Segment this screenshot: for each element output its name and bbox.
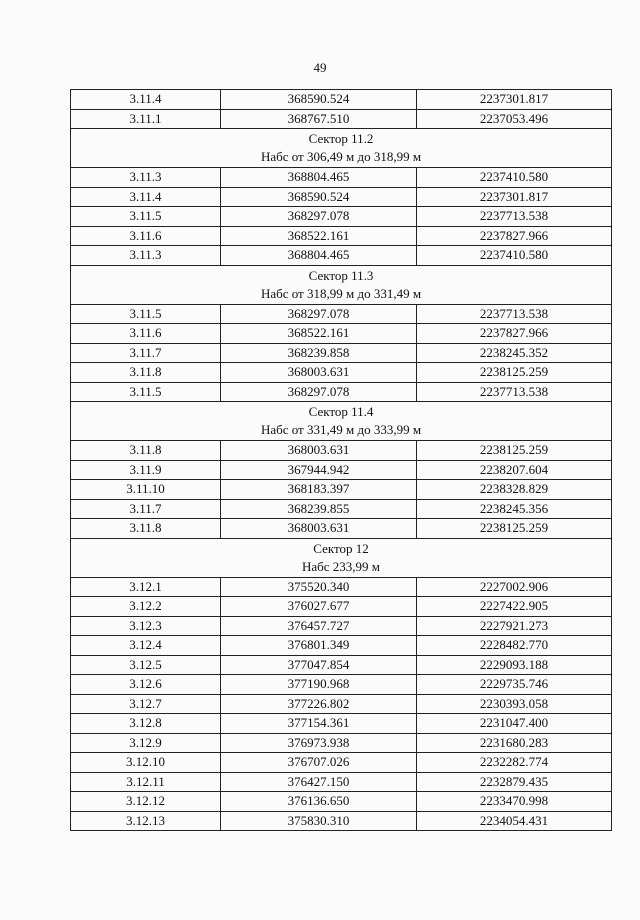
point-number-cell: 3.12.12 (71, 792, 221, 812)
table-row (71, 499, 612, 519)
sector-header-row (71, 402, 612, 441)
y-coordinate-cell: 2229735.746 (417, 675, 612, 695)
point-number-cell: 3.11.8 (71, 363, 221, 383)
point-number-cell: 3.12.5 (71, 655, 221, 675)
table-row (71, 675, 612, 695)
point-number-cell: 3.12.4 (71, 636, 221, 656)
table-row (71, 90, 612, 110)
x-coordinate-cell: 368804.465 (221, 168, 417, 188)
point-number-cell: 3.11.5 (71, 304, 221, 324)
point-number-cell: 3.11.3 (71, 168, 221, 188)
point-number-cell: 3.12.6 (71, 675, 221, 695)
y-coordinate-cell: 2231680.283 (417, 733, 612, 753)
table-row (71, 363, 612, 383)
y-coordinate-cell: 2238245.356 (417, 499, 612, 519)
x-coordinate-cell: 376707.026 (221, 753, 417, 773)
y-coordinate-cell: 2237713.538 (417, 382, 612, 402)
sector-header-cell (71, 265, 612, 304)
table-row (71, 733, 612, 753)
table-row (71, 324, 612, 344)
point-number-cell: 3.11.7 (71, 499, 221, 519)
coordinates-table-body (71, 90, 612, 831)
table-row (71, 519, 612, 539)
y-coordinate-cell: 2228482.770 (417, 636, 612, 656)
y-coordinate-cell: 2238245.352 (417, 343, 612, 363)
sector-header-cell (71, 402, 612, 441)
x-coordinate-cell: 368239.858 (221, 343, 417, 363)
y-coordinate-cell: 2232879.435 (417, 772, 612, 792)
x-coordinate-cell: 367944.942 (221, 460, 417, 480)
sector-title: Сектор 11.3 (308, 267, 374, 283)
x-coordinate-cell: 368522.161 (221, 324, 417, 344)
point-number-cell: 3.11.5 (71, 207, 221, 227)
y-coordinate-cell: 2227921.273 (417, 616, 612, 636)
y-coordinate-cell: 2227422.905 (417, 597, 612, 617)
x-coordinate-cell: 376427.150 (221, 772, 417, 792)
table-row (71, 460, 612, 480)
x-coordinate-cell: 368003.631 (221, 363, 417, 383)
point-number-cell: 3.12.10 (71, 753, 221, 773)
point-number-cell: 3.12.7 (71, 694, 221, 714)
x-coordinate-cell: 376973.938 (221, 733, 417, 753)
y-coordinate-cell: 2237713.538 (417, 304, 612, 324)
table-row (71, 207, 612, 227)
x-coordinate-cell: 376136.650 (221, 792, 417, 812)
table-row (71, 168, 612, 188)
coordinates-table (70, 89, 612, 831)
sector-header-row (71, 129, 612, 168)
point-number-cell: 3.12.3 (71, 616, 221, 636)
sector-header-row (71, 265, 612, 304)
x-coordinate-cell: 376457.727 (221, 616, 417, 636)
x-coordinate-cell: 368590.524 (221, 187, 417, 207)
x-coordinate-cell: 375520.340 (221, 577, 417, 597)
x-coordinate-cell: 368239.855 (221, 499, 417, 519)
table-row (71, 616, 612, 636)
table-row (71, 382, 612, 402)
x-coordinate-cell: 376027.677 (221, 597, 417, 617)
x-coordinate-cell: 368522.161 (221, 226, 417, 246)
x-coordinate-cell: 368003.631 (221, 519, 417, 539)
sector-height-range: Набс 233,99 м (301, 558, 381, 574)
point-number-cell: 3.11.8 (71, 519, 221, 539)
point-number-cell: 3.11.5 (71, 382, 221, 402)
y-coordinate-cell: 2237053.496 (417, 109, 612, 129)
point-number-cell: 3.12.2 (71, 597, 221, 617)
sector-title: Сектор 12 (313, 540, 369, 556)
sector-header-row (71, 538, 612, 577)
table-row (71, 480, 612, 500)
sector-height-range: Набс от 306,49 м до 318,99 м (260, 149, 422, 164)
y-coordinate-cell: 2237713.538 (417, 207, 612, 227)
x-coordinate-cell: 368297.078 (221, 304, 417, 324)
x-coordinate-cell: 375830.310 (221, 811, 417, 831)
y-coordinate-cell: 2227002.906 (417, 577, 612, 597)
page-number: 49 (313, 60, 327, 75)
x-coordinate-cell: 368590.524 (221, 90, 417, 110)
y-coordinate-cell: 2234054.431 (417, 811, 612, 831)
table-row (71, 772, 612, 792)
x-coordinate-cell: 377226.802 (221, 694, 417, 714)
table-row (71, 694, 612, 714)
point-number-cell: 3.11.6 (71, 324, 221, 344)
y-coordinate-cell: 2237827.966 (417, 226, 612, 246)
y-coordinate-cell: 2238328.829 (417, 480, 612, 500)
sector-height-range: Набс от 331,49 м до 333,99 м (260, 422, 422, 437)
point-number-cell: 3.12.11 (71, 772, 221, 792)
table-row (71, 304, 612, 324)
y-coordinate-cell: 2237301.817 (417, 187, 612, 207)
point-number-cell: 3.11.10 (71, 480, 221, 500)
y-coordinate-cell: 2232282.774 (417, 753, 612, 773)
table-row (71, 753, 612, 773)
point-number-cell: 3.11.9 (71, 460, 221, 480)
x-coordinate-cell: 376801.349 (221, 636, 417, 656)
x-coordinate-cell: 377190.968 (221, 675, 417, 695)
point-number-cell: 3.11.1 (71, 109, 221, 129)
y-coordinate-cell: 2237301.817 (417, 90, 612, 110)
x-coordinate-cell: 368297.078 (221, 382, 417, 402)
y-coordinate-cell: 2237827.966 (417, 324, 612, 344)
point-number-cell: 3.12.8 (71, 714, 221, 734)
table-row (71, 246, 612, 266)
y-coordinate-cell: 2238125.259 (417, 519, 612, 539)
table-row (71, 792, 612, 812)
y-coordinate-cell: 2233470.998 (417, 792, 612, 812)
y-coordinate-cell: 2231047.400 (417, 714, 612, 734)
y-coordinate-cell: 2238125.259 (417, 441, 612, 461)
sector-title: Сектор 11.4 (308, 404, 374, 419)
table-row (71, 577, 612, 597)
table-row (71, 636, 612, 656)
sector-header-cell (71, 538, 612, 577)
point-number-cell: 3.11.8 (71, 441, 221, 461)
y-coordinate-cell: 2229093.188 (417, 655, 612, 675)
table-row (71, 714, 612, 734)
point-number-cell: 3.11.4 (71, 187, 221, 207)
sector-header-cell (71, 129, 612, 168)
x-coordinate-cell: 368767.510 (221, 109, 417, 129)
y-coordinate-cell: 2238207.604 (417, 460, 612, 480)
table-row (71, 811, 612, 831)
y-coordinate-cell: 2230393.058 (417, 694, 612, 714)
table-row (71, 655, 612, 675)
y-coordinate-cell: 2237410.580 (417, 168, 612, 188)
y-coordinate-cell: 2238125.259 (417, 363, 612, 383)
point-number-cell: 3.11.6 (71, 226, 221, 246)
x-coordinate-cell: 377154.361 (221, 714, 417, 734)
x-coordinate-cell: 368183.397 (221, 480, 417, 500)
point-number-cell: 3.12.13 (71, 811, 221, 831)
table-row (71, 441, 612, 461)
table-row (71, 597, 612, 617)
point-number-cell: 3.11.4 (71, 90, 221, 110)
table-row (71, 226, 612, 246)
x-coordinate-cell: 368003.631 (221, 441, 417, 461)
table-row (71, 187, 612, 207)
x-coordinate-cell: 368804.465 (221, 246, 417, 266)
point-number-cell: 3.11.3 (71, 246, 221, 266)
x-coordinate-cell: 377047.854 (221, 655, 417, 675)
table-row (71, 343, 612, 363)
point-number-cell: 3.12.1 (71, 577, 221, 597)
x-coordinate-cell: 368297.078 (221, 207, 417, 227)
y-coordinate-cell: 2237410.580 (417, 246, 612, 266)
point-number-cell: 3.12.9 (71, 733, 221, 753)
table-row (71, 109, 612, 129)
sector-title: Сектор 11.2 (308, 131, 374, 146)
sector-height-range: Набс от 318,99 м до 331,49 м (260, 285, 422, 301)
point-number-cell: 3.11.7 (71, 343, 221, 363)
